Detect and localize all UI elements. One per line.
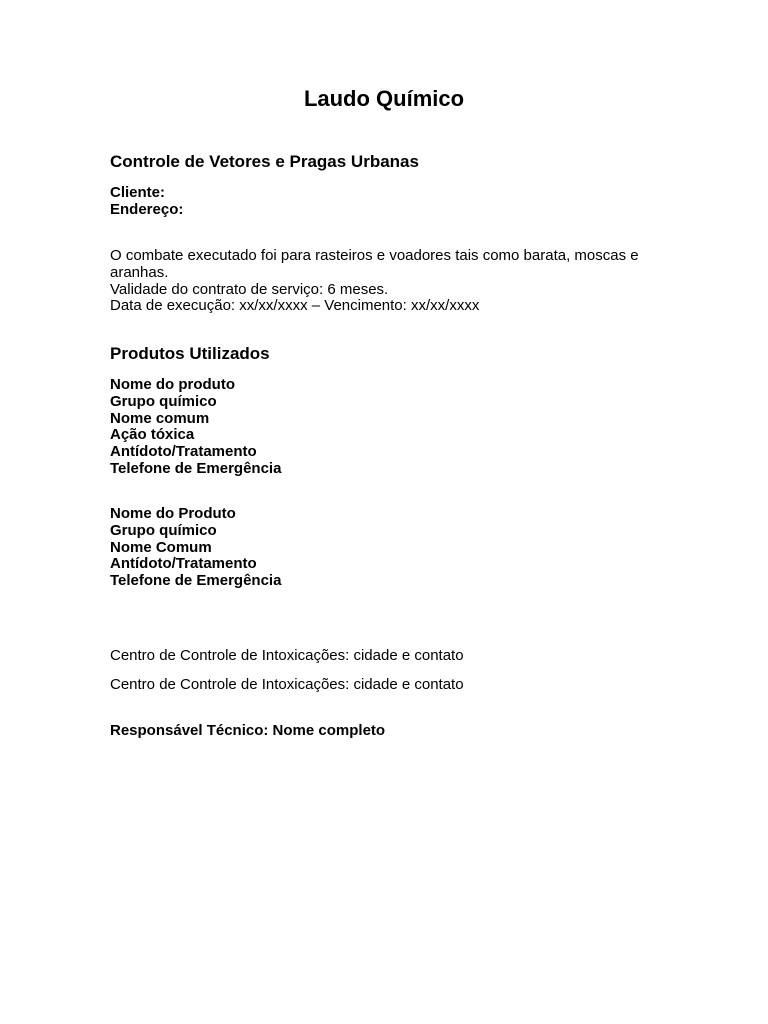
service-description-block: [110, 248, 670, 315]
service-description-line2: aranhas.: [110, 263, 169, 281]
product-field: Nome comum: [110, 409, 210, 427]
responsible-technician-text: Responsável Técnico: Nome completo: [110, 722, 386, 739]
product-field: Nome Comum: [110, 538, 212, 556]
product-field: Antídoto/Tratamento: [110, 555, 257, 573]
poison-control-2: [110, 677, 670, 694]
poison-control-1: [110, 648, 670, 665]
product-1-block: [110, 377, 670, 478]
execution-dates: Data de execução: xx/xx/xxxx – Vencimento: xx/xx/xxxx: [110, 297, 480, 315]
product-field: Telefone de Emergência: [110, 459, 282, 477]
product-field: Grupo químico: [110, 392, 217, 410]
contract-validity: Validade do contrato de serviço: 6 meses.: [110, 280, 389, 298]
address-label: Endereço:: [110, 200, 184, 218]
product-field: Nome do Produto: [110, 505, 236, 522]
responsible-technician: [110, 723, 670, 740]
service-description-line1: O combate executado foi para rasteiros e voadores tais como barata, moscas e: [110, 247, 639, 264]
product-field: Grupo químico: [110, 521, 217, 539]
section-heading: Produtos Utilizados: [110, 344, 270, 363]
section-heading-products: [110, 344, 670, 364]
section-heading: Controle de Vetores e Pragas Urbanas: [110, 152, 419, 171]
client-label: Cliente:: [110, 184, 166, 201]
product-field: Nome do produto: [110, 376, 235, 393]
page-title: Laudo Químico: [303, 86, 465, 111]
poison-control-text: Centro de Controle de Intoxicações: cidade e contato: [110, 647, 464, 664]
product-field: Antídoto/Tratamento: [110, 443, 257, 461]
product-2-block: [110, 506, 670, 590]
section-heading-pest-control: [110, 152, 670, 172]
client-info-block: [110, 185, 670, 219]
product-field: Ação tóxica: [110, 426, 195, 444]
poison-control-text: Centro de Controle de Intoxicações: cidade e contato: [110, 676, 464, 693]
product-field: Telefone de Emergência: [110, 572, 282, 590]
